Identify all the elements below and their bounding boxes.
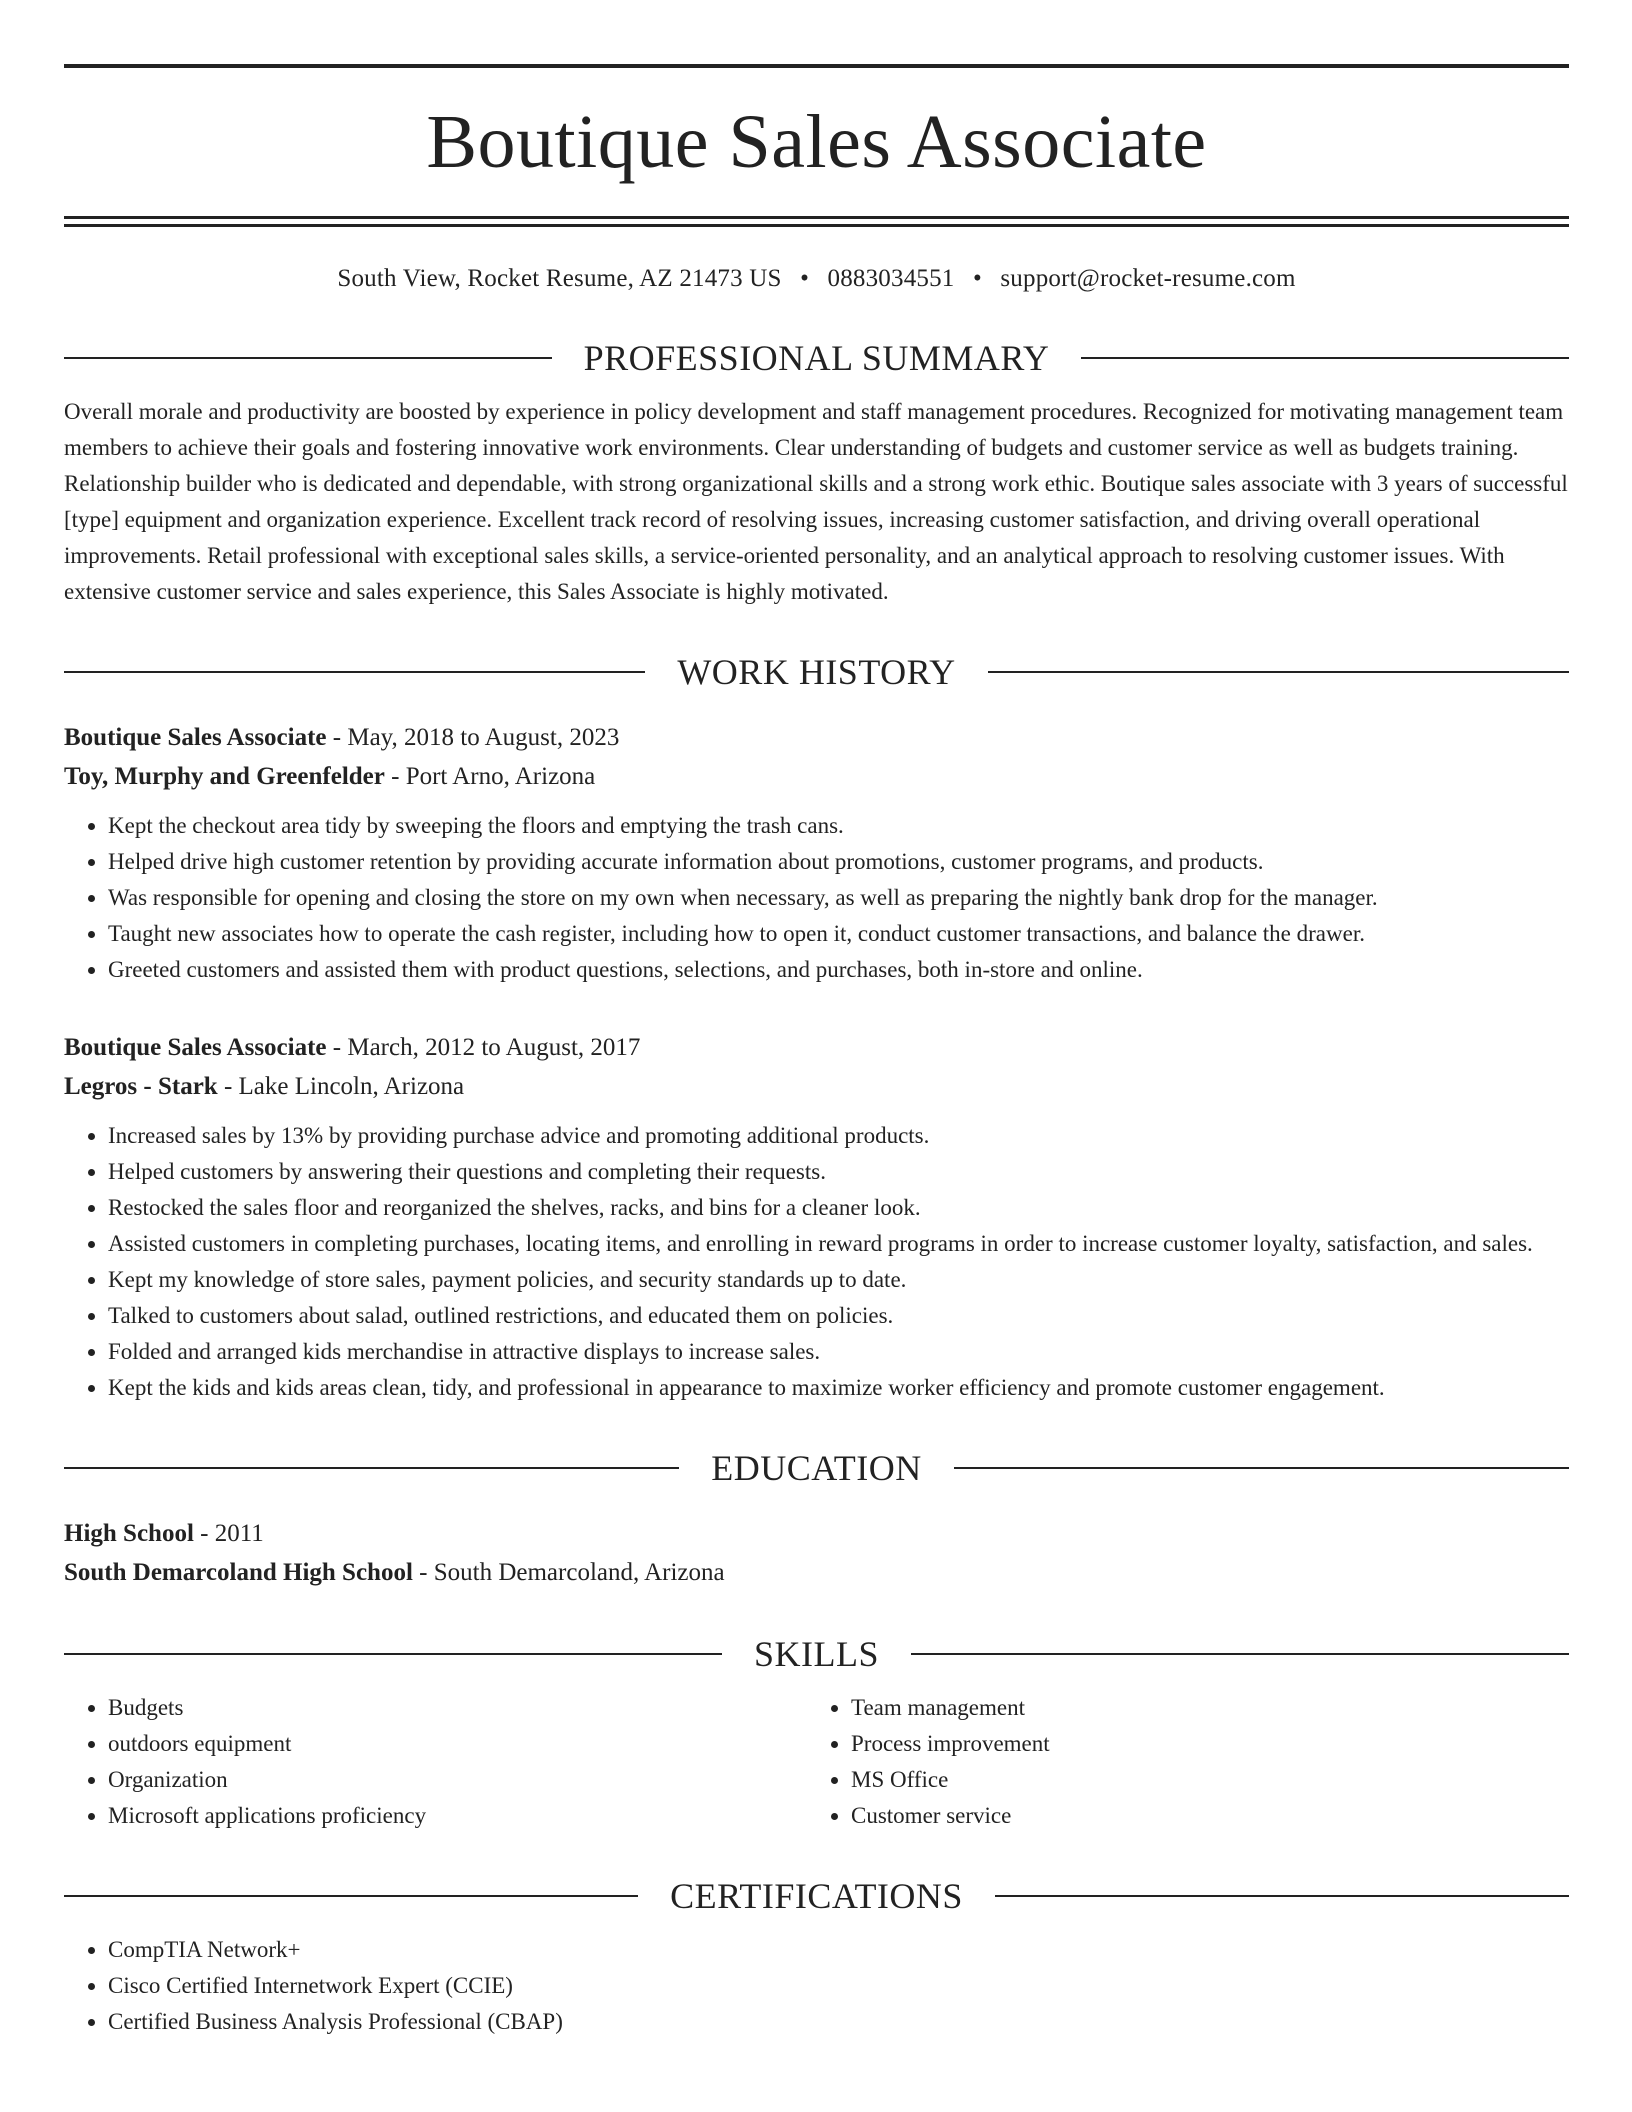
section-rule-left (64, 1653, 722, 1655)
list-item: • Team management (851, 1690, 1550, 1726)
list-item: • Kept the kids and kids areas clean, tidy, and professional in appearance to maximize worker efficiency and promote customer engagement. (108, 1370, 1569, 1406)
work-heading: WORK HISTORY (677, 652, 956, 692)
education-school-line (64, 1553, 1569, 1592)
list-item: • Taught new associates how to operate the cash register, including how to open it, conduct customer transactions, and balance the drawer. (108, 916, 1569, 952)
education-school: South Demarcoland High School (64, 1559, 413, 1586)
list-item: • Process improvement (851, 1726, 1550, 1762)
job-company: Legros - Stark (64, 1073, 218, 1100)
job-dates: - May, 2018 to August, 2023 (326, 724, 620, 751)
list-item: • Restocked the sales floor and reorganized the shelves, racks, and bins for a cleaner look. (108, 1190, 1569, 1226)
job-company-line (64, 1067, 1569, 1106)
job-location: - Port Arno, Arizona (384, 763, 596, 790)
education-heading: EDUCATION (711, 1448, 922, 1488)
skills-list (64, 1690, 1569, 1834)
page-title: Boutique Sales Associate (426, 100, 1207, 184)
section-rule-right (1081, 357, 1569, 359)
job-title: Boutique Sales Associate (64, 724, 327, 751)
section-rule-left (64, 1895, 638, 1897)
resume-page (64, 64, 1569, 2063)
section-rule-right (988, 671, 1569, 673)
list-item: • Kept the checkout area tidy by sweeping the floors and emptying the trash cans. (108, 808, 1569, 844)
skills-column-left (64, 1690, 807, 1834)
education-entry (64, 1514, 1569, 1592)
list-item: • MS Office (851, 1762, 1550, 1798)
section-rule-left (64, 357, 552, 359)
list-item: • Was responsible for opening and closing the store on my own when necessary, as well as preparing the nightly bank drop for the manager. (108, 880, 1569, 916)
list-item: • Certified Business Analysis Professional (CBAP) (108, 2004, 1569, 2040)
contact-phone: 0883034551 (827, 265, 955, 292)
list-item: • outdoors equipment (108, 1726, 807, 1762)
education-degree-line (64, 1514, 1569, 1553)
section-rule-left (64, 671, 645, 673)
list-item: • Cisco Certified Internetwork Expert (CCIE) (108, 1968, 1569, 2004)
contact-separator: • (972, 265, 982, 292)
list-item: • Helped customers by answering their questions and completing their requests. (108, 1154, 1569, 1190)
list-item: • Helped drive high customer retention by providing accurate information about promotions, customer programs, and products. (108, 844, 1569, 880)
summary-section-header (64, 336, 1569, 380)
education-section-header (64, 1446, 1569, 1490)
section-rule-right (911, 1653, 1569, 1655)
job-entry (64, 1028, 1569, 1406)
job-company-line (64, 757, 1569, 796)
education-degree: High School (64, 1520, 194, 1547)
list-item: • Microsoft applications proficiency (108, 1798, 807, 1834)
job-title: Boutique Sales Associate (64, 1034, 327, 1061)
education-location: - South Demarcoland, Arizona (412, 1559, 725, 1586)
contact-address: South View, Rocket Resume, AZ 21473 US (337, 265, 782, 292)
job-title-line (64, 718, 1569, 757)
top-rule (64, 64, 1569, 68)
list-item: • Kept my knowledge of store sales, payment policies, and security standards up to date. (108, 1262, 1569, 1298)
job-dates: - March, 2012 to August, 2017 (326, 1034, 641, 1061)
contact-line (64, 262, 1569, 296)
contact-separator: • (800, 265, 810, 292)
skills-heading: SKILLS (754, 1634, 880, 1674)
summary-heading: PROFESSIONAL SUMMARY (583, 338, 1050, 378)
job-title-line (64, 1028, 1569, 1067)
job-location: - Lake Lincoln, Arizona (217, 1073, 465, 1100)
education-year: - 2011 (193, 1520, 264, 1547)
job-entry (64, 718, 1569, 988)
section-rule-right (995, 1895, 1569, 1897)
list-item: • Customer service (851, 1798, 1550, 1834)
work-section-header (64, 650, 1569, 694)
list-item: • Folded and arranged kids merchandise in attractive displays to increase sales. (108, 1334, 1569, 1370)
job-bullets (64, 808, 1569, 988)
list-item: • Organization (108, 1762, 807, 1798)
section-rule-left (64, 1467, 679, 1469)
list-item: • Increased sales by 13% by providing purchase advice and promoting additional products. (108, 1118, 1569, 1154)
title-double-rule (64, 216, 1569, 227)
certifications-heading: CERTIFICATIONS (670, 1876, 963, 1916)
section-rule-right (954, 1467, 1569, 1469)
list-item: • Greeted customers and assisted them with product questions, selections, and purchases, both in-store and online. (108, 952, 1569, 988)
list-item: • Talked to customers about salad, outlined restrictions, and educated them on policies. (108, 1298, 1569, 1334)
skills-section-header (64, 1632, 1569, 1676)
job-bullets (64, 1118, 1569, 1406)
list-item: • Budgets (108, 1690, 807, 1726)
list-item: • Assisted customers in completing purchases, locating items, and enrolling in reward programs in order to increase customer loyalty, satisfaction, and sales. (108, 1226, 1569, 1262)
job-company: Toy, Murphy and Greenfelder (64, 763, 385, 790)
certifications-list (64, 1932, 1569, 2040)
contact-email: support@rocket-resume.com (1000, 265, 1296, 292)
skills-column-right (807, 1690, 1550, 1834)
list-item: • CompTIA Network+ (108, 1932, 1569, 1968)
certifications-section-header (64, 1874, 1569, 1918)
summary-text: Overall morale and productivity are boosted by experience in policy development and staff management procedures. Recognized for motivating management team members to achieve their goals and fostering innovative work environments. Clear understanding of budgets and customer service as well as budgets training. Relationship builder who is dedicated and dependable, with strong organizational skills and a strong work ethic. Boutique sales associate with 3 years of successful [type] equipment and organization experience. Excellent track record of resolving issues, increasing customer satisfaction, and driving overall operational improvements. Retail professional with exceptional sales skills, a service-oriented personality, and an analytical approach to resolving customer issues. With extensive customer service and sales experience, this Sales Associate is highly motivated. (64, 399, 1568, 604)
